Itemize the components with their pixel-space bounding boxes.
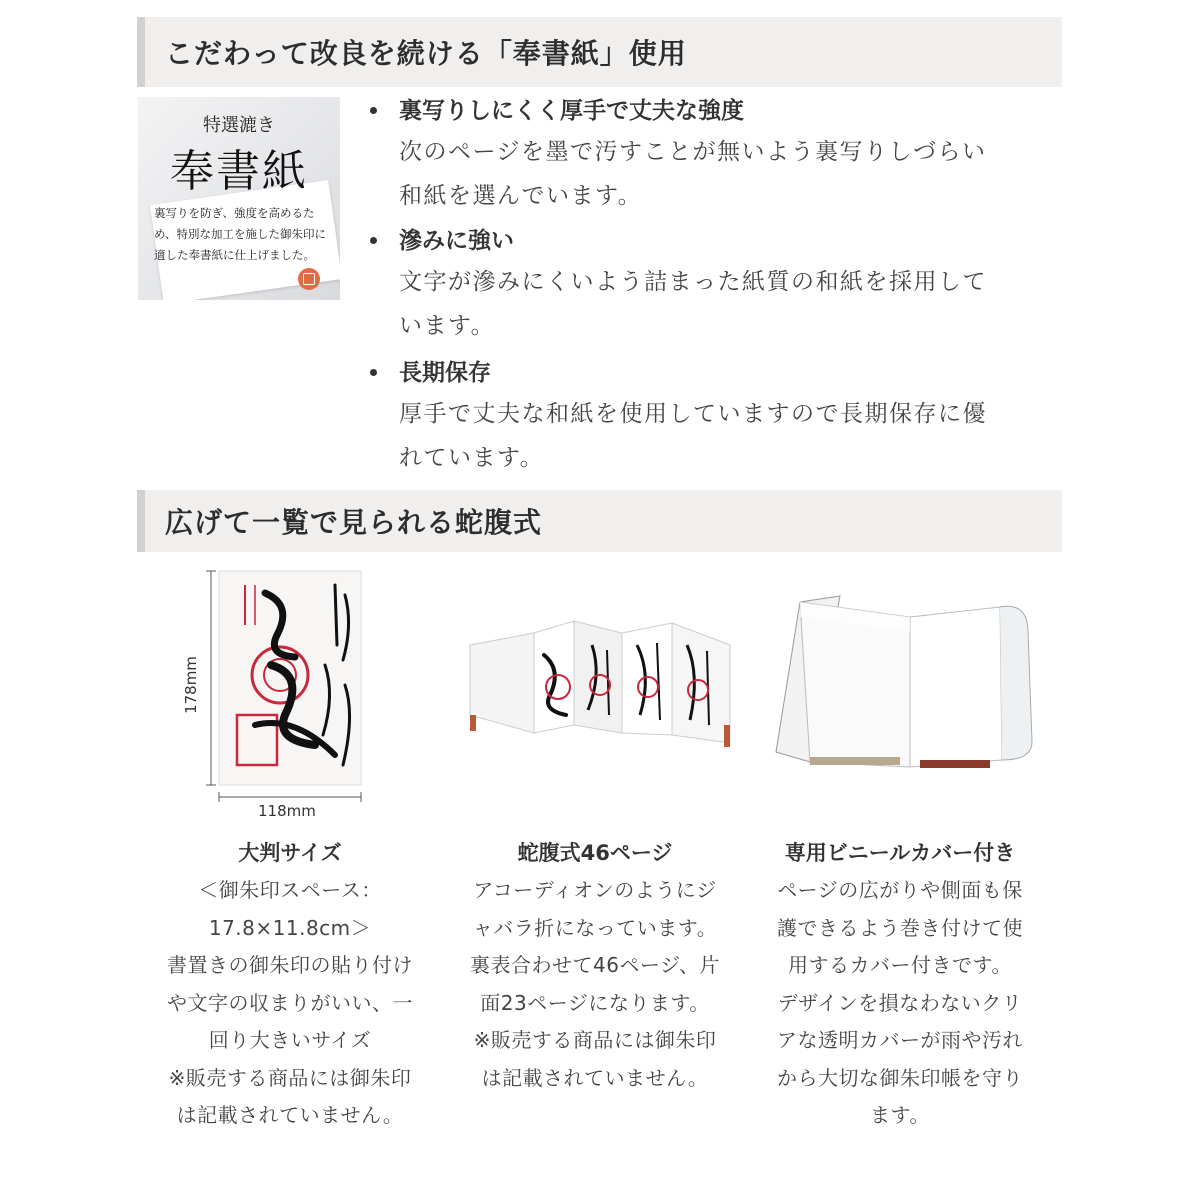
product-title: 大判サイズ (238, 841, 342, 865)
feature-body: 次のページを墨で汚すことが無いよう裏写りしづらい 和紙を選んでいます。 (399, 139, 987, 209)
product-description: アコーディオンのようにジ ャバラ折になっています。 裏表合わせて46ページ、片 面23ページになります。 ※販売する商品には御朱印 は記載されていません。 (470, 878, 720, 1090)
product-caption-large-size (140, 838, 440, 1135)
large-size-image (185, 565, 385, 825)
feature-title: 長期保存 (399, 360, 491, 386)
bullet-icon (370, 107, 377, 114)
section-heading-jabara (137, 490, 1062, 552)
product-description: ＜御朱印スペース： 17.8×11.8cm＞ 書置きの御朱印の貼り付け や文字の収まりがいい、一 回り大きいサイズ ※販売する商品には御朱印 は記載されていません。 (167, 878, 413, 1127)
feature-body: 厚手で丈夫な和紙を使用していますので長期保存に優 れています。 (399, 401, 987, 471)
feature-body: 文字が滲みにくいよう詰まった紙質の和紙を採用して います。 (399, 269, 987, 339)
feature-item (370, 354, 987, 480)
feature-title: 滲みに強い (399, 228, 514, 254)
hosho-title: 奉書紙 (170, 146, 308, 197)
accordion-book-image (462, 615, 737, 755)
section-heading-text: こだわって改良を続ける「奉書紙」使用 (165, 37, 687, 70)
feature-title: 裏写りしにくく厚手で丈夫な強度 (399, 98, 744, 124)
width-dimension-label: 118mm (258, 802, 316, 820)
hosho-subtitle: 特選漉き (203, 115, 275, 136)
product-description: ページの広がりや側面も保 護できるよう巻き付けて使 用するカバー付きです。 デザインを損なわないクリ アな透明カバーが雨や汚れ から大切な御朱印帳を守り ます。 (777, 878, 1023, 1127)
product-caption-vinyl-cover (755, 838, 1045, 1135)
vinyl-cover-book-image (770, 592, 1040, 772)
hosho-description: 裏写りを防ぎ、強度を高めるため、特別な加工を施した御朱印に適した奉書紙に仕上げました。 (154, 206, 327, 262)
section-heading-hosho (137, 17, 1062, 87)
bullet-icon (370, 237, 377, 244)
product-title: 専用ビニールカバー付き (784, 841, 1016, 865)
product-caption-accordion (445, 838, 745, 1097)
feature-item (370, 92, 987, 218)
seal-stamp-icon (298, 268, 320, 290)
feature-item (370, 222, 987, 348)
height-dimension-label: 178mm (181, 656, 200, 714)
product-title: 蛇腹式46ページ (517, 841, 673, 865)
bullet-icon (370, 369, 377, 376)
section-heading-text: 広げて一覧で見られる蛇腹式 (165, 506, 543, 539)
